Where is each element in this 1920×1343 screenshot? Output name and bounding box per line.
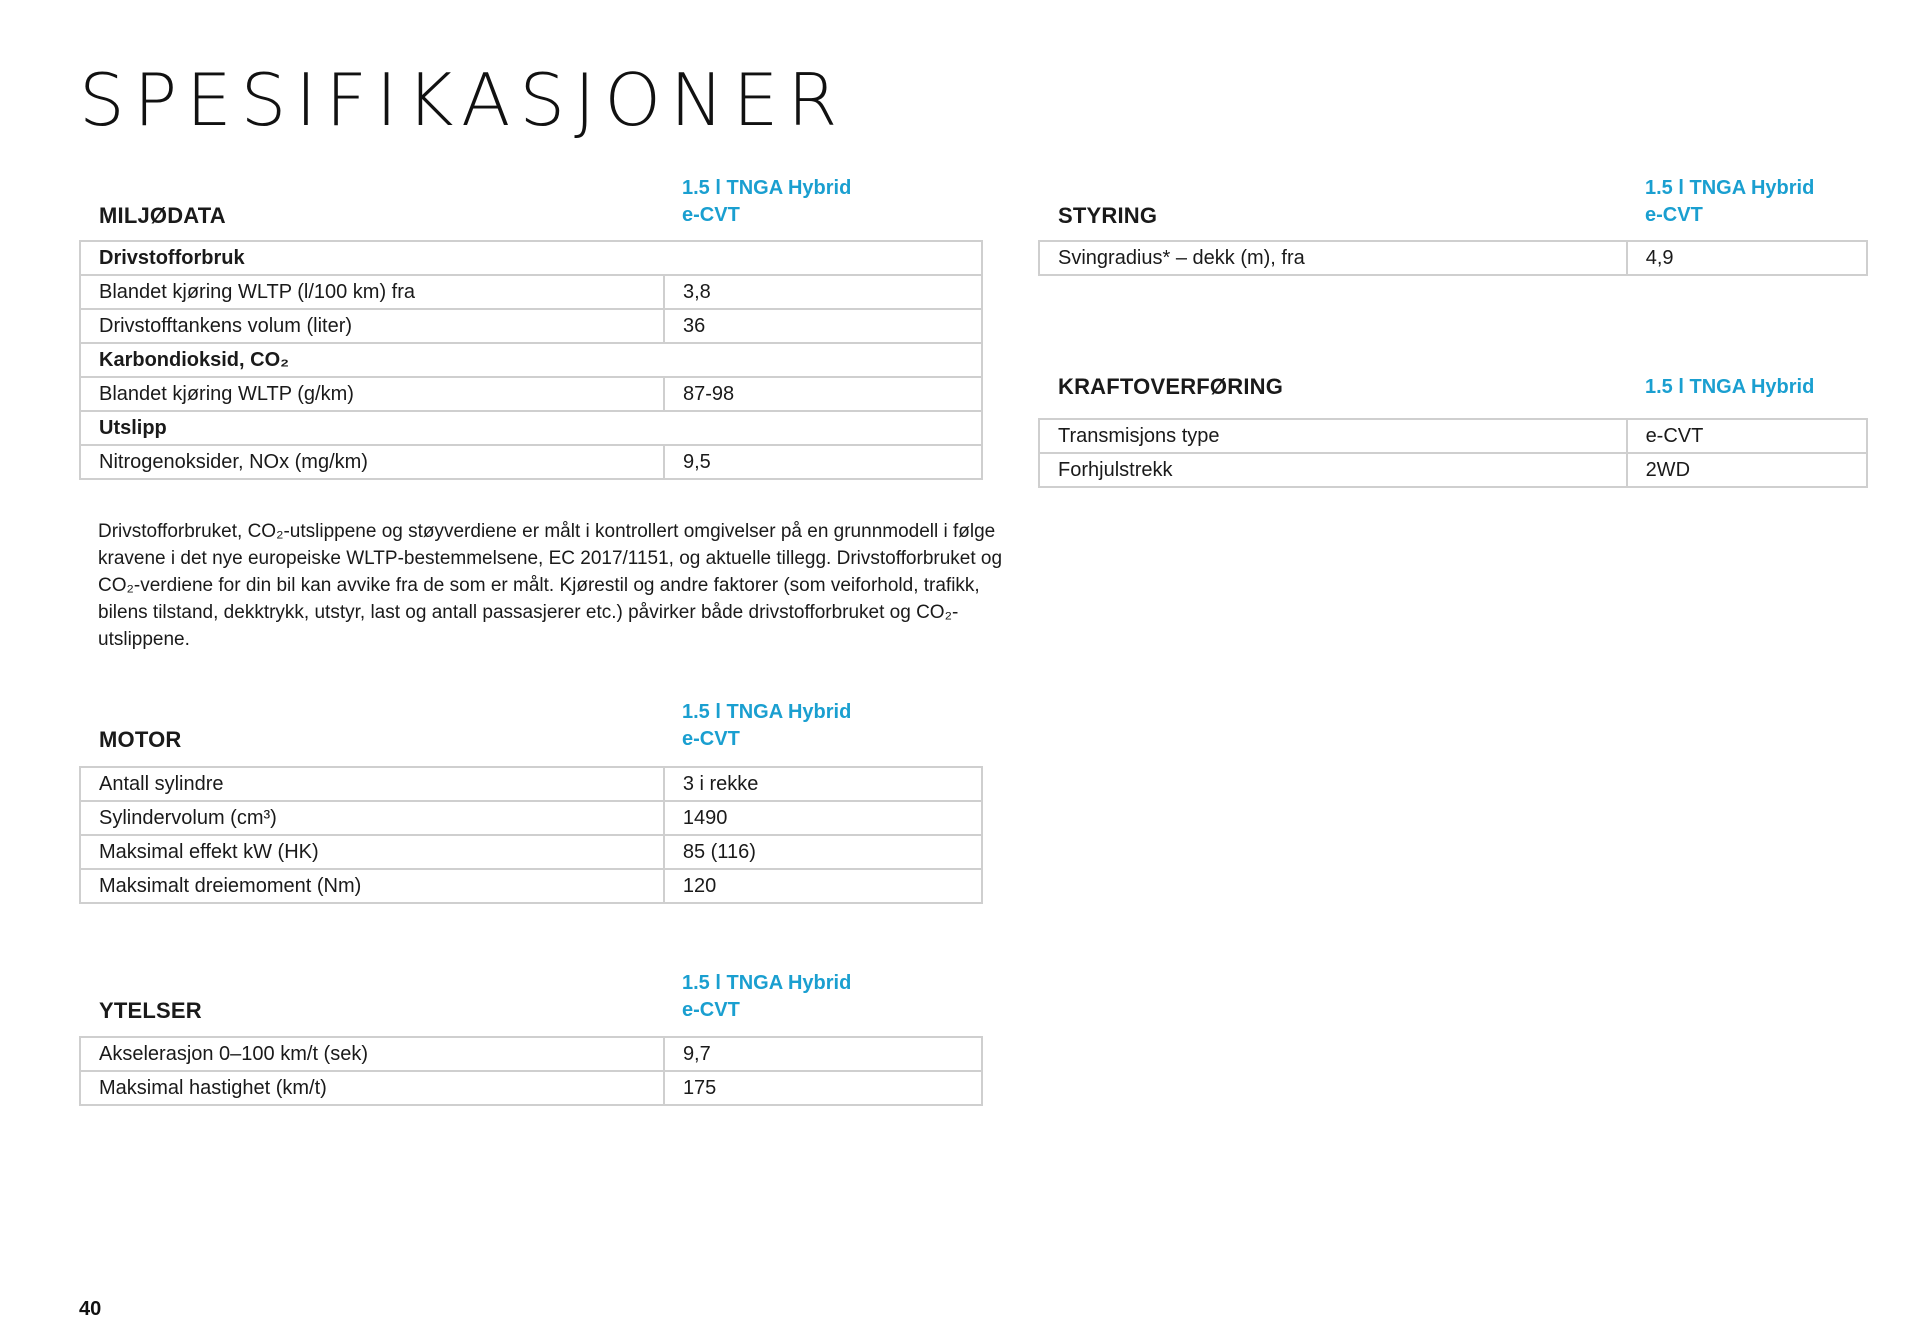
variant-engine: 1.5 l TNGA Hybrid [682, 701, 852, 723]
steering-table [1038, 240, 1868, 276]
table-row-group [80, 411, 982, 445]
row-value: 175 [664, 1071, 982, 1105]
row-value: 1490 [664, 801, 982, 835]
variant-transmission: e-CVT [682, 728, 740, 750]
table-row [80, 377, 982, 411]
row-label: Sylindervolum (cm³) [80, 801, 664, 835]
variant-engine: 1.5 l TNGA Hybrid [682, 972, 852, 994]
row-label: Nitrogenoksider, NOx (mg/km) [80, 445, 664, 479]
row-value: e-CVT [1627, 419, 1867, 453]
row-value: 9,5 [664, 445, 982, 479]
row-label: Akselerasjon 0–100 km/t (sek) [80, 1037, 664, 1071]
emissions-footnote: Drivstofforbruket, CO₂-utslippene og støyverdiene er målt i kontrollert omgivelser på en grunnmodell i følge kravene i det nye europeiske WLTP-bestemmelsene, EC 2017/1151, og aktuelle tillegg. Drivstofforbruket og CO₂-verdiene for din bil kan avvike fra de som er målt. Kjørestil og andre faktorer (som veiforhold, trafikk, bilens tilstand, dekktrykk, utstyr, last og antall passasjerer etc.) påvirker både drivstofforbruket og CO₂-utslippene. [98, 521, 1003, 650]
table-row-group [80, 343, 982, 377]
table-row [1039, 453, 1867, 487]
steering-variant-label [1645, 175, 1814, 229]
row-value: 4,9 [1627, 241, 1867, 275]
row-value: 85 (116) [664, 835, 982, 869]
page-title: SPESIFIKASJONER [79, 58, 847, 142]
table-row [80, 1071, 982, 1105]
variant-transmission: e-CVT [682, 204, 740, 226]
row-value: 87-98 [664, 377, 982, 411]
row-group-label: Karbondioksid, CO₂ [80, 343, 982, 377]
transmission-section-title: KRAFTOVERFØRING [1058, 374, 1284, 399]
row-label: Maksimal effekt kW (HK) [80, 835, 664, 869]
row-value: 3 i rekke [664, 767, 982, 801]
variant-transmission: e-CVT [682, 999, 740, 1021]
table-row [80, 309, 982, 343]
table-row [80, 767, 982, 801]
row-value: 120 [664, 869, 982, 903]
variant-engine: 1.5 l TNGA Hybrid [1645, 177, 1815, 199]
row-label: Maksimal hastighet (km/t) [80, 1071, 664, 1105]
performance-section-title: YTELSER [99, 998, 202, 1023]
environment-variant-label [682, 175, 851, 229]
variant-transmission: e-CVT [1645, 204, 1703, 226]
table-row-group [80, 241, 982, 275]
row-label: Maksimalt dreiemoment (Nm) [80, 869, 664, 903]
row-label: Drivstofftankens volum (liter) [80, 309, 664, 343]
page-number: 40 [79, 1298, 102, 1320]
row-value: 9,7 [664, 1037, 982, 1071]
row-label: Blandet kjøring WLTP (l/100 km) fra [80, 275, 664, 309]
row-value: 3,8 [664, 275, 982, 309]
row-label: Svingradius* – dekk (m), fra [1039, 241, 1627, 275]
transmission-table [1038, 418, 1868, 488]
row-value: 36 [664, 309, 982, 343]
table-row [80, 275, 982, 309]
table-row [1039, 419, 1867, 453]
table-row [80, 801, 982, 835]
row-group-label: Drivstofforbruk [80, 241, 982, 275]
motor-variant-label [682, 699, 851, 753]
table-row [80, 445, 982, 479]
motor-table [79, 766, 983, 904]
steering-section-title: STYRING [1058, 203, 1158, 228]
variant-engine: 1.5 l TNGA Hybrid [1645, 376, 1815, 398]
environment-table [79, 240, 983, 480]
table-row [80, 1037, 982, 1071]
row-value: 2WD [1627, 453, 1867, 487]
row-label: Transmisjons type [1039, 419, 1627, 453]
table-row [80, 835, 982, 869]
performance-table [79, 1036, 983, 1106]
motor-section-title: MOTOR [99, 727, 182, 752]
environment-section-title: MILJØDATA [99, 203, 226, 228]
transmission-variant-label [1645, 374, 1814, 401]
performance-variant-label [682, 970, 851, 1024]
table-row [1039, 241, 1867, 275]
row-label: Forhjulstrekk [1039, 453, 1627, 487]
variant-engine: 1.5 l TNGA Hybrid [682, 177, 852, 199]
row-group-label: Utslipp [80, 411, 982, 445]
table-row [80, 869, 982, 903]
row-label: Antall sylindre [80, 767, 664, 801]
row-label: Blandet kjøring WLTP (g/km) [80, 377, 664, 411]
